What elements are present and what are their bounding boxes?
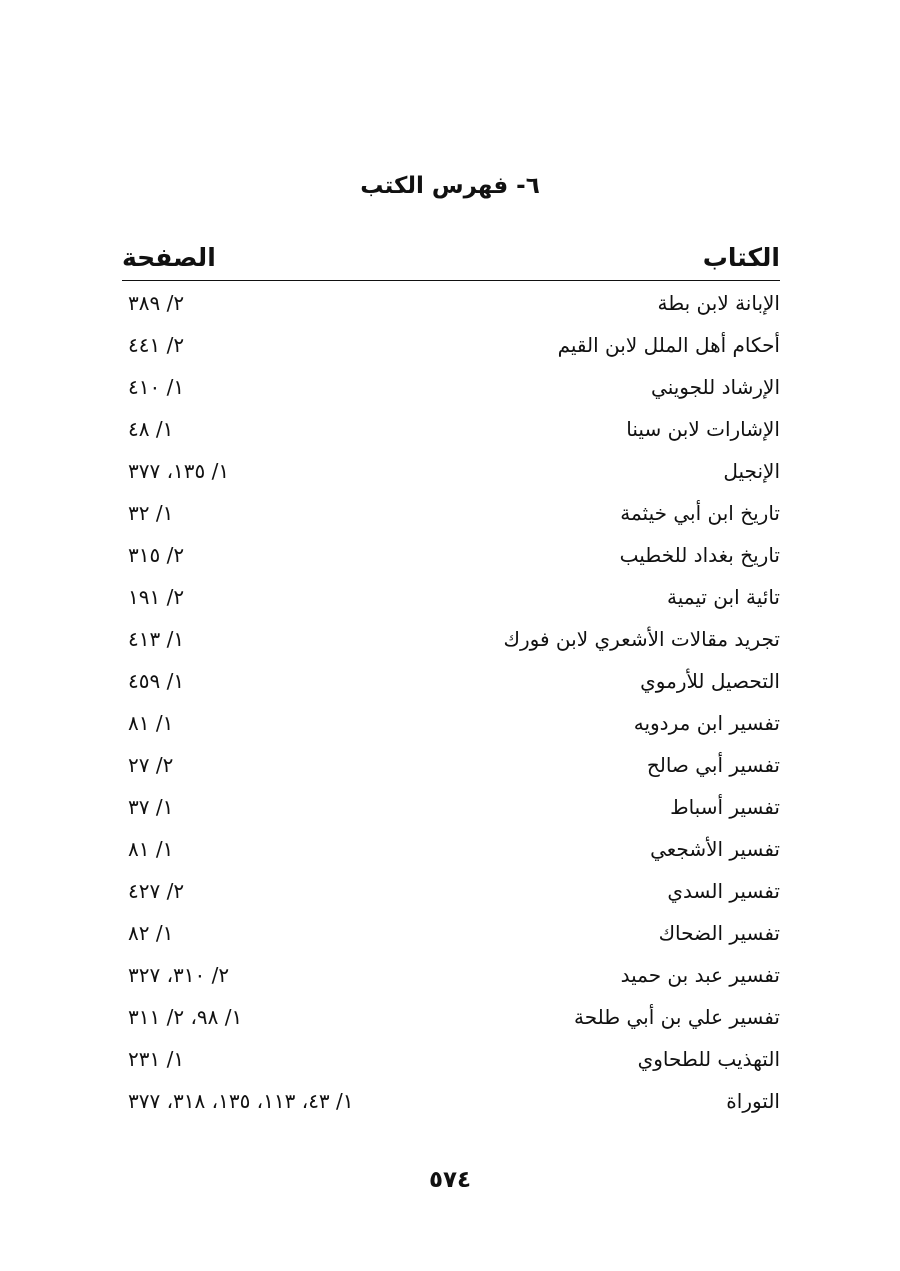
header-divider — [122, 280, 780, 281]
book-title: أحكام أهل الملل لابن القيم — [557, 333, 780, 357]
book-title: تفسير ابن مردويه — [633, 711, 780, 735]
page-reference: ٢/ ١٩١ — [128, 585, 185, 609]
index-row — [122, 282, 780, 324]
page-column-header: الصفحة — [122, 242, 216, 272]
index-row — [122, 534, 780, 576]
index-row — [122, 492, 780, 534]
page-reference: ٢/ ٢٧ — [128, 753, 174, 777]
index-row — [122, 366, 780, 408]
page-title: ٦- فهرس الكتب — [360, 173, 540, 199]
index-row — [122, 324, 780, 366]
page-reference: ١/ ٢٣١ — [128, 1047, 185, 1071]
page-reference: ١/ ٨١ — [128, 837, 174, 861]
page-reference: ١/ ٤٥٩ — [128, 669, 185, 693]
book-title: تفسير أبي صالح — [646, 753, 780, 777]
page-reference: ١/ ٩٨، ٢/ ٣١١ — [128, 1005, 243, 1029]
book-title: تفسير علي بن أبي طلحة — [573, 1005, 780, 1029]
page-reference: ١/ ٤٣، ١١٣، ١٣٥، ٣١٨، ٣٧٧ — [128, 1089, 354, 1113]
book-title: تفسير الضحاك — [658, 921, 780, 945]
index-row — [122, 786, 780, 828]
books-index-list — [122, 282, 780, 1122]
page-reference: ١/ ٤٨ — [128, 417, 174, 441]
index-row — [122, 1038, 780, 1080]
table-header — [122, 236, 780, 278]
book-title: تفسير السدي — [667, 879, 780, 903]
page-reference: ٢/ ٤٢٧ — [128, 879, 185, 903]
page-reference: ٢/ ٣٨٩ — [128, 291, 185, 315]
index-row — [122, 660, 780, 702]
book-title: تجريد مقالات الأشعري لابن فورك — [503, 627, 780, 651]
page-reference: ١/ ٨١ — [128, 711, 174, 735]
index-row — [122, 702, 780, 744]
book-title: تفسير أسباط — [670, 795, 780, 819]
index-row — [122, 828, 780, 870]
book-title: التحصيل للأرموي — [640, 669, 780, 693]
book-title: تاريخ بغداد للخطيب — [619, 543, 780, 567]
index-row — [122, 996, 780, 1038]
page-reference: ٢/ ٣١٠، ٣٢٧ — [128, 963, 230, 987]
page-reference: ١/ ٨٢ — [128, 921, 174, 945]
book-title: تفسير الأشجعي — [650, 837, 780, 861]
page-reference: ١/ ٣٢ — [128, 501, 174, 525]
page-reference: ١/ ٤١٠ — [128, 375, 185, 399]
index-row — [122, 450, 780, 492]
index-row — [122, 1080, 780, 1122]
book-title: تائية ابن تيمية — [667, 585, 780, 609]
book-title: تاريخ ابن أبي خيثمة — [620, 501, 780, 525]
book-title: تفسير عبد بن حميد — [620, 963, 780, 987]
book-title: الإبانة لابن بطة — [657, 291, 780, 315]
index-row — [122, 618, 780, 660]
page-reference: ١/ ٤١٣ — [128, 627, 185, 651]
book-column-header: الكتاب — [702, 242, 780, 272]
index-row — [122, 912, 780, 954]
book-title: الإنجيل — [723, 459, 780, 483]
index-row — [122, 408, 780, 450]
book-title: الإشارات لابن سينا — [626, 417, 780, 441]
page-reference: ٢/ ٣١٥ — [128, 543, 185, 567]
page-reference: ٢/ ٤٤١ — [128, 333, 185, 357]
page-reference: ١/ ١٣٥، ٣٧٧ — [128, 459, 230, 483]
page-reference: ١/ ٣٧ — [128, 795, 174, 819]
index-row — [122, 870, 780, 912]
book-title: التوراة — [726, 1089, 780, 1113]
index-row — [122, 576, 780, 618]
index-row — [122, 744, 780, 786]
book-title: التهذيب للطحاوي — [637, 1047, 780, 1071]
page-number: ٥٧٤ — [428, 1167, 472, 1193]
book-title: الإرشاد للجويني — [651, 375, 780, 399]
index-row — [122, 954, 780, 996]
